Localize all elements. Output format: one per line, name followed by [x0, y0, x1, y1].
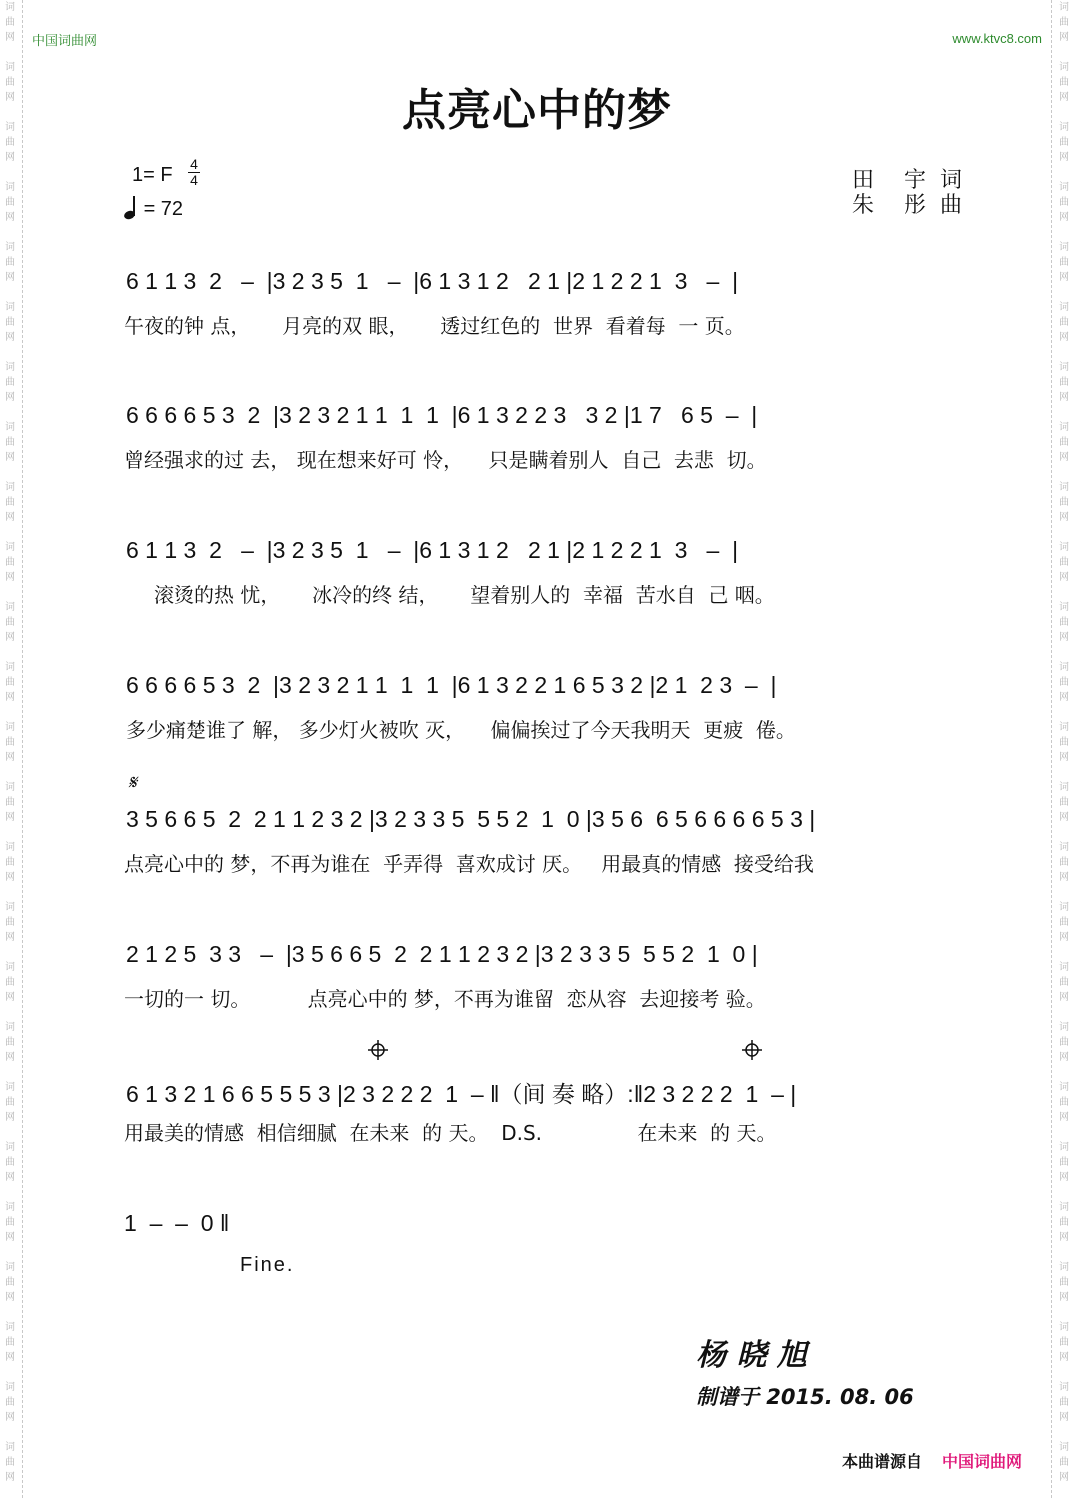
watermark-text: 词 曲 网 — [5, 1262, 15, 1303]
watermark-text: 词 曲 网 — [5, 1142, 15, 1183]
notation-row: 6 1 1 3 2 – |3 2 3 5 1 – |6 1 3 1 2 2 1 |2 1 2 2 1 3 – | — [126, 268, 739, 294]
arranger-name: 杨 晓 旭 — [696, 1338, 807, 1373]
tempo-marking — [124, 197, 183, 221]
watermark-text: 词 曲 网 — [1059, 1262, 1069, 1303]
watermark-text: 词 曲 网 — [1059, 842, 1069, 883]
watermark-text: 词 曲 网 — [5, 662, 15, 703]
lyrics-row: 多少痛楚谁了 解， 多少灯火被吹 灭， 偏偏挨过了今天我明天 更疲 倦。 — [126, 718, 796, 742]
watermark-text: 词 曲 网 — [1059, 602, 1069, 643]
watermark-text: 词 曲 网 — [5, 842, 15, 883]
fine-marker: Fine. — [240, 1254, 295, 1276]
lyrics-row: 滚烫的热 忧， 冰冷的终 结， 望着别人的 幸福 苦水自 己 咽。 — [154, 583, 775, 607]
watermark-text: 词 曲 网 — [5, 602, 15, 643]
segno-icon: 𝄋 — [128, 770, 137, 794]
lyrics-row: 一切的一 切。 点亮心中的 梦，不再为谁留 恋从容 去迎接考 验。 — [124, 987, 766, 1011]
watermark-text: 词 曲 网 — [1059, 542, 1069, 583]
composer-credit: 朱 彤 曲 — [852, 193, 963, 218]
source-brand: 中国词曲网 — [942, 1452, 1023, 1471]
watermark-text: 词 曲 网 — [1059, 302, 1069, 343]
site-name: 中国词曲网 — [32, 34, 98, 49]
watermark-text: 词 曲 网 — [5, 902, 15, 943]
watermark-text: 词 曲 网 — [5, 62, 15, 103]
arrangement-date: 制谱于 2015. 08. 06 — [696, 1385, 914, 1409]
watermark-text: 词 曲 网 — [1059, 722, 1069, 763]
watermark-text: 词 曲 网 — [5, 1082, 15, 1123]
watermark-text: 词 曲 网 — [1059, 1142, 1069, 1183]
notation-row: 2 1 2 5 3 3 – |3 5 6 6 5 2 2 1 1 2 3 2 |3 2 3 3 5 5 5 2 1 0 | — [126, 941, 758, 967]
notation-row: 3 5 6 6 5 2 2 1 1 2 3 2 |3 2 3 3 5 5 5 2 1 0 |3 5 6 6 5 6 6 6 6 5 3 | — [126, 806, 816, 832]
coda-icon — [742, 1040, 762, 1060]
lyrics-row: 用最美的情感 相信细腻 在未来 的 天。 D.S. 在未来 的 天。 — [124, 1121, 777, 1145]
watermark-text: 词 曲 网 — [5, 362, 15, 403]
source-label: 本曲谱源自 — [842, 1452, 923, 1471]
notation-row: 1 – – 0 ‖ — [124, 1210, 230, 1236]
watermark-text: 词 曲 网 — [1059, 1442, 1069, 1483]
lyrics-row: 点亮心中的 梦，不再为谁在 乎弄得 喜欢成讨 厌。 用最真的情感 接受给我 — [124, 852, 814, 876]
tempo-value: = 72 — [143, 198, 184, 220]
song-title: 点亮心中的梦 — [402, 85, 672, 136]
site-url: www.ktvc8.com — [952, 31, 1042, 46]
watermark-text: 词 曲 网 — [1059, 902, 1069, 943]
time-signature-bottom: 4 — [190, 172, 198, 188]
coda-icon — [368, 1040, 388, 1060]
watermark-text: 词 曲 网 — [5, 182, 15, 223]
watermark-text: 词 曲 网 — [5, 722, 15, 763]
watermark-text: 词 曲 网 — [5, 962, 15, 1003]
notation-row: 6 6 6 6 5 3 2 |3 2 3 2 1 1 1 1 |6 1 3 2 2 3 3 2 |1 7 6 5 – | — [126, 402, 758, 428]
time-signature-top: 4 — [190, 156, 198, 172]
watermark-text: 词 曲 网 — [1059, 182, 1069, 223]
watermark-text: 词 曲 网 — [5, 242, 15, 283]
watermark-text: 词 曲 网 — [5, 542, 15, 583]
watermark-text: 词 曲 网 — [5, 782, 15, 823]
watermark-text: 词 曲 网 — [5, 1202, 15, 1243]
watermark-text: 词 曲 网 — [5, 1382, 15, 1423]
watermark-text: 词 曲 网 — [1059, 1322, 1069, 1363]
watermark-text: 词 曲 网 — [5, 2, 15, 43]
source-attribution — [842, 1449, 1022, 1472]
key-signature: 1= F — [132, 164, 173, 186]
watermark-text: 词 曲 网 — [5, 1442, 15, 1483]
watermark-text: 词 曲 网 — [1059, 1082, 1069, 1123]
watermark-text: 词 曲 网 — [1059, 422, 1069, 463]
watermark-text: 词 曲 网 — [5, 422, 15, 463]
lyrics-row: 午夜的钟 点， 月亮的双 眼， 透过红色的 世界 看着每 一 页。 — [124, 314, 745, 338]
watermark-text: 词 曲 网 — [5, 1022, 15, 1063]
notation-row: 6 1 1 3 2 – |3 2 3 5 1 – |6 1 3 1 2 2 1 |2 1 2 2 1 3 – | — [126, 537, 739, 563]
watermark-text: 词 曲 网 — [1059, 62, 1069, 103]
time-signature — [188, 157, 200, 188]
quarter-note-icon — [124, 197, 138, 219]
watermark-text: 词 曲 网 — [1059, 482, 1069, 523]
watermark-text: 词 曲 网 — [1059, 1382, 1069, 1423]
watermark-text: 词 曲 网 — [1059, 1022, 1069, 1063]
watermark-text: 词 曲 网 — [5, 302, 15, 343]
watermark-text: 词 曲 网 — [1059, 1202, 1069, 1243]
watermark-text: 词 曲 网 — [1059, 242, 1069, 283]
watermark-text: 词 曲 网 — [1059, 782, 1069, 823]
credits — [852, 168, 962, 218]
watermark-text: 词 曲 网 — [5, 1322, 15, 1363]
lyricist-credit: 田 宇 词 — [852, 168, 963, 193]
watermark-text: 词 曲 网 — [1059, 962, 1069, 1003]
lyrics-row: 曾经强求的过 去， 现在想来好可 怜， 只是瞒着别人 自己 去悲 切。 — [124, 448, 767, 472]
notation-row: 6 1 3 2 1 6 6 5 5 5 3 |2 3 2 2 2 1 – ‖（间 奏 略）:‖2 3 2 2 2 1 – | — [126, 1081, 797, 1107]
watermark-text: 词 曲 网 — [5, 482, 15, 523]
watermark-text: 词 曲 网 — [1059, 362, 1069, 403]
watermark-text: 词 曲 网 — [1059, 2, 1069, 43]
notation-row: 6 6 6 6 5 3 2 |3 2 3 2 1 1 1 1 |6 1 3 2 2 1 6 5 3 2 |2 1 2 3 – | — [126, 672, 777, 698]
watermark-text: 词 曲 网 — [1059, 662, 1069, 703]
watermark-text: 词 曲 网 — [1059, 122, 1069, 163]
watermark-text: 词 曲 网 — [5, 122, 15, 163]
